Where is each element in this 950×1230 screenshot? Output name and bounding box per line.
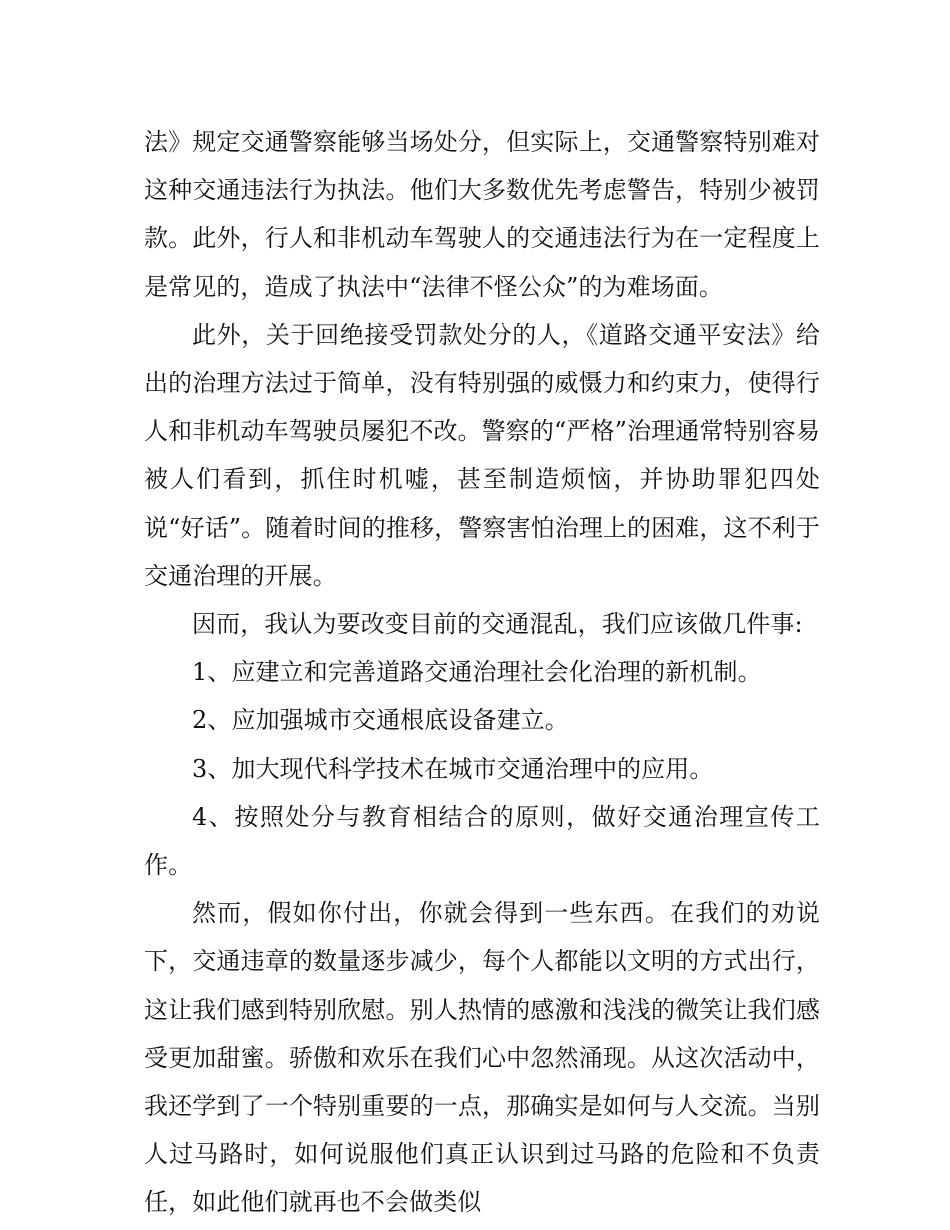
list-item-2: 2、应加强城市交通根底设备建立。: [192, 706, 569, 735]
paragraph-reflection: 然而，假如你付出，你就会得到一些东西。在我们的劝说下，交通违章的数量逐步减少，每个人都能以文明的方式出行，这让我们感到特别欣慰。别人热情的感激和浅浅的微笑让我们感受更加甜蜜。骄傲和欢乐在我们心中忽然涌现。从这次活动中，我还学到了一个特别重要的一点，那确实是如何与人交流。当别人过马路时，如何说服他们真正认识到过马路的危险和不负责任，如此他们就再也不会做类似: [144, 899, 820, 1217]
list-item-3: 3、加大现代科学技术在城市交通治理中的应用。: [192, 754, 714, 783]
list-item-1: 1、应建立和完善道路交通治理社会化治理的新机制。: [192, 658, 762, 687]
paragraph-penalty-method: 此外，关于回绝接受罚款处分的人，《道路交通平安法》给出的治理方法过于简单，没有特别强的威慑力和约束力，使得行人和非机动车驾驶员屡犯不改。警察的“严格”治理通常特别容易被人们看到，抓住时机嘘，甚至制造烦恼，并协助罪犯四处说“好话”。随着时间的推移，警察害怕治理上的困难，这不利于交通治理的开展。: [144, 320, 820, 590]
document-body: [144, 118, 820, 1227]
paragraph-continuation: 法》规定交通警察能够当场处分，但实际上，交通警察特别难对这种交通违法行为执法。他们大多数优先考虑警告，特别少被罚款。此外，行人和非机动车驾驶人的交通违法行为在一定程度上是常见的，造成了执法中“法律不怪公众”的为难场面。: [144, 128, 820, 301]
paragraph-proposal-intro: 因而，我认为要改变目前的交通混乱，我们应该做几件事:: [192, 610, 803, 639]
list-item-4: 4、按照处分与教育相结合的原则，做好交通治理宣传工作。: [144, 802, 820, 880]
